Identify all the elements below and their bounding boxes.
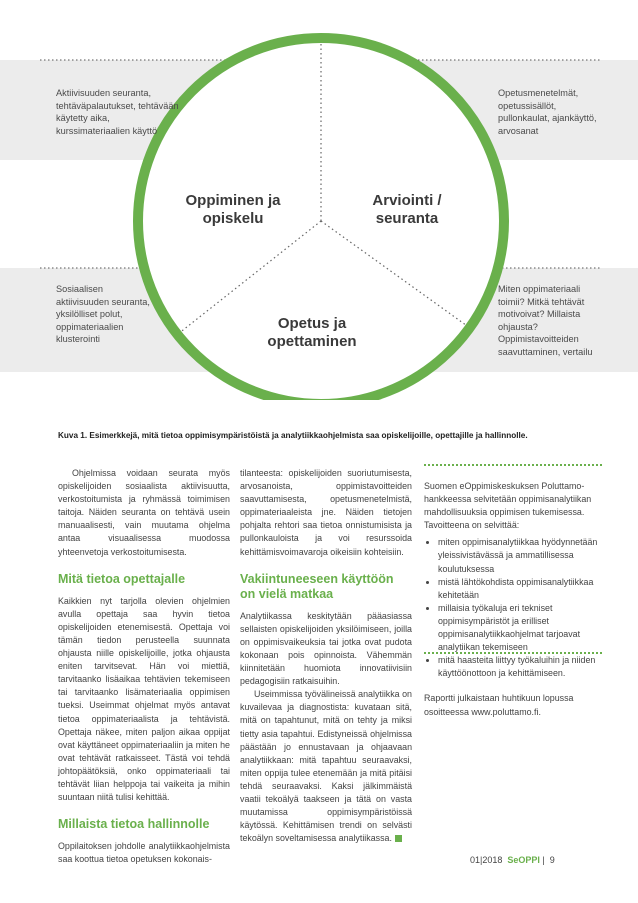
box-intro: Suomen eOppimiskeskuksen Poluttamo-hankkeessa selvitetään oppimisanalytiikan mahdollisuuksia oppimisen tukemisessa. Tavoitteena on selvittää: [424, 481, 592, 531]
issue-number: 01|2018 [470, 855, 503, 865]
page-footer: 01|2018 SeOPPI | 9 [470, 855, 555, 865]
brand-logo: SeOPPI [507, 855, 540, 865]
figure-caption: Kuva 1. Esimerkkejä, mitä tietoa oppimisympäristöistä ja analytiikkaohjelmista saa opiskelijoille, opettajille ja hallinnolle. [58, 431, 528, 440]
segment-teaching: Opetus ja opettaminen [267, 315, 357, 350]
bottom-left-text: Sosiaalisen aktiivisuuden seuranta, yksilölliset polut, oppimateriaalien klusterointi [56, 284, 150, 344]
list-item: • miten oppimisanalytiikkaa hyödynnetään yleissivistävässä ja ammatillisessa koulutuksessa [438, 536, 602, 575]
col2-paragraph-1: tilanteesta: opiskelijoiden suoriutumisesta, arvosanoista, oppimistavoitteiden saavuttamisesta, opetusmenetelmistä, oppimateriaaleista jne. Näiden tietojen pohjalta rehtori saa tietoa onnistumisista ja pullonkauloista ja voi resurssoida kehittämisvoimavaroja oikeisiin kohteisiin. [240, 468, 412, 557]
segment-learning: Oppiminen ja opiskelu [185, 192, 281, 227]
list-item: • millaisia työkaluja eri tekniset oppimisympäristöt ja erilliset oppimisanalytiikkaohjelmat tarjoavat analytiikan tekemiseen [438, 602, 602, 654]
col1-heading-1: Mitä tietoa opettajalle [58, 571, 186, 586]
col2-paragraph-3 [240, 688, 412, 845]
box-list [424, 536, 602, 680]
col1-paragraph-1: Ohjelmissa voidaan seurata myös opiskelijoiden sosiaalista aktiivisuutta, verkostoitumista ja ryhmässä toimimisen taitoja. Näiden seuranta on tehtävä usein manuaalisesti, vain muutama ohjelma antaa visuaalisessa muodossa yhteenvetoja verkostoitumisesta. [58, 468, 230, 557]
bottom-right-text: Miten oppimateriaali toimii? Mitkä tehtävät motivoivat? Millaista ohjausta? Oppimistavoitteiden saavuttaminen, vertailu [498, 284, 593, 357]
project-info-box [424, 464, 602, 717]
col1-heading-2: Millaista tietoa hallinnolle [58, 817, 210, 832]
page-number: 9 [549, 855, 555, 865]
segment-assessment: Arviointi / seuranta [372, 192, 442, 227]
list-item: • mistä lähtökohdista oppimisanalytiikkaa kehitetään [438, 576, 602, 602]
list-item: • mitä haasteita liittyy työkaluihin ja niiden käyttöönottoon ja kehittämiseen. [438, 654, 602, 680]
learning-analytics-diagram [0, 0, 638, 400]
col2-paragraph-3-text: Useimmissa työvälineissä analytiikka on kuvailevaa ja diagnostista: kuvataan sitä, mitä on tapahtunut, mitä on tehty ja miksi tietty asia tapahtui. Edistyneissä ohjelmissa päästään jo ennustavaan ja ohjaavaan analytiikkaan: mitä tapahtuu seuraavaksi, miten oppija tulee etenemään ja mitä pitäisi tehdä seuraavaksi. Kaksi jälkimmäistä vaatii tekoälyä taakseen ja tätä on vasta muutamissa oppimisympäristöissä käytössä. Kehittämisen trendi on selvästi tekoälyn soveltamisessa analytiikassa. [240, 689, 412, 844]
col1-paragraph-3: Oppilaitoksen johdolle analytiikkaohjelmista saa koottua tietoa opetuksen kokonais- [58, 841, 230, 865]
top-right-text: Opetusmenetelmät, opetussisällöt, pullonkaulat, ajankäyttö, arvosanat [498, 88, 597, 136]
col2-heading-1: Vakiintuneeseen käyttöön on vielä matkaa [240, 571, 394, 601]
col2-paragraph-2: Analytiikassa keskitytään pääasiassa sellaisten opiskelijoiden yksilöimiseen, joilla on oppimisvaikeuksia tai jotka ovat pudota kokonaan pois opinnoista. Vähemmän kiinnitetään huomiota innovatiivisiin pedagogisiin ratkaisuihin. [240, 610, 412, 687]
end-mark-icon [395, 835, 402, 842]
col1-paragraph-2: Kaikkien nyt tarjolla olevien ohjelmien avulla opettaja saa hyvin tietoa opiskelijoiden etenemisestä. Opettaja voi tämän tiedon perusteella suunnata ohjausta niille opiskelijoille, jotka ohjausta eniten tarvitsevat. Hän voi miettiä, tarvitaanko lisäaikaa tehtävien tekemiseen tai tarvitaanko lisämateriaalia oppimisen tueksi. Useimmat ohjelmat myös antavat tietoa oppimateriaalista ja tehtävistä. Opettaja näkee, miten paljon aikaa oppijat ovat käyttäneet oppimateriaaliin ja miten he ovat tehtävät ratkaisseet. Tästä voi tehdä johtopäätöksiä, onko oppimateriaali tai tehtävät liian helppoja tai vaikeita ja mihin suuntaan niitä tulisi kehittää. [58, 595, 230, 803]
top-left-text: Aktiivisuuden seuranta, tehtäväpalautukset, tehtävään käytetty aika, kurssimateriaalien käyttö [56, 88, 179, 136]
column-2 [240, 467, 412, 845]
column-1 [58, 467, 230, 879]
box-outro: Raportti julkaistaan huhtikuun lopussa osoitteessa www.poluttamo.fi. [424, 693, 574, 717]
